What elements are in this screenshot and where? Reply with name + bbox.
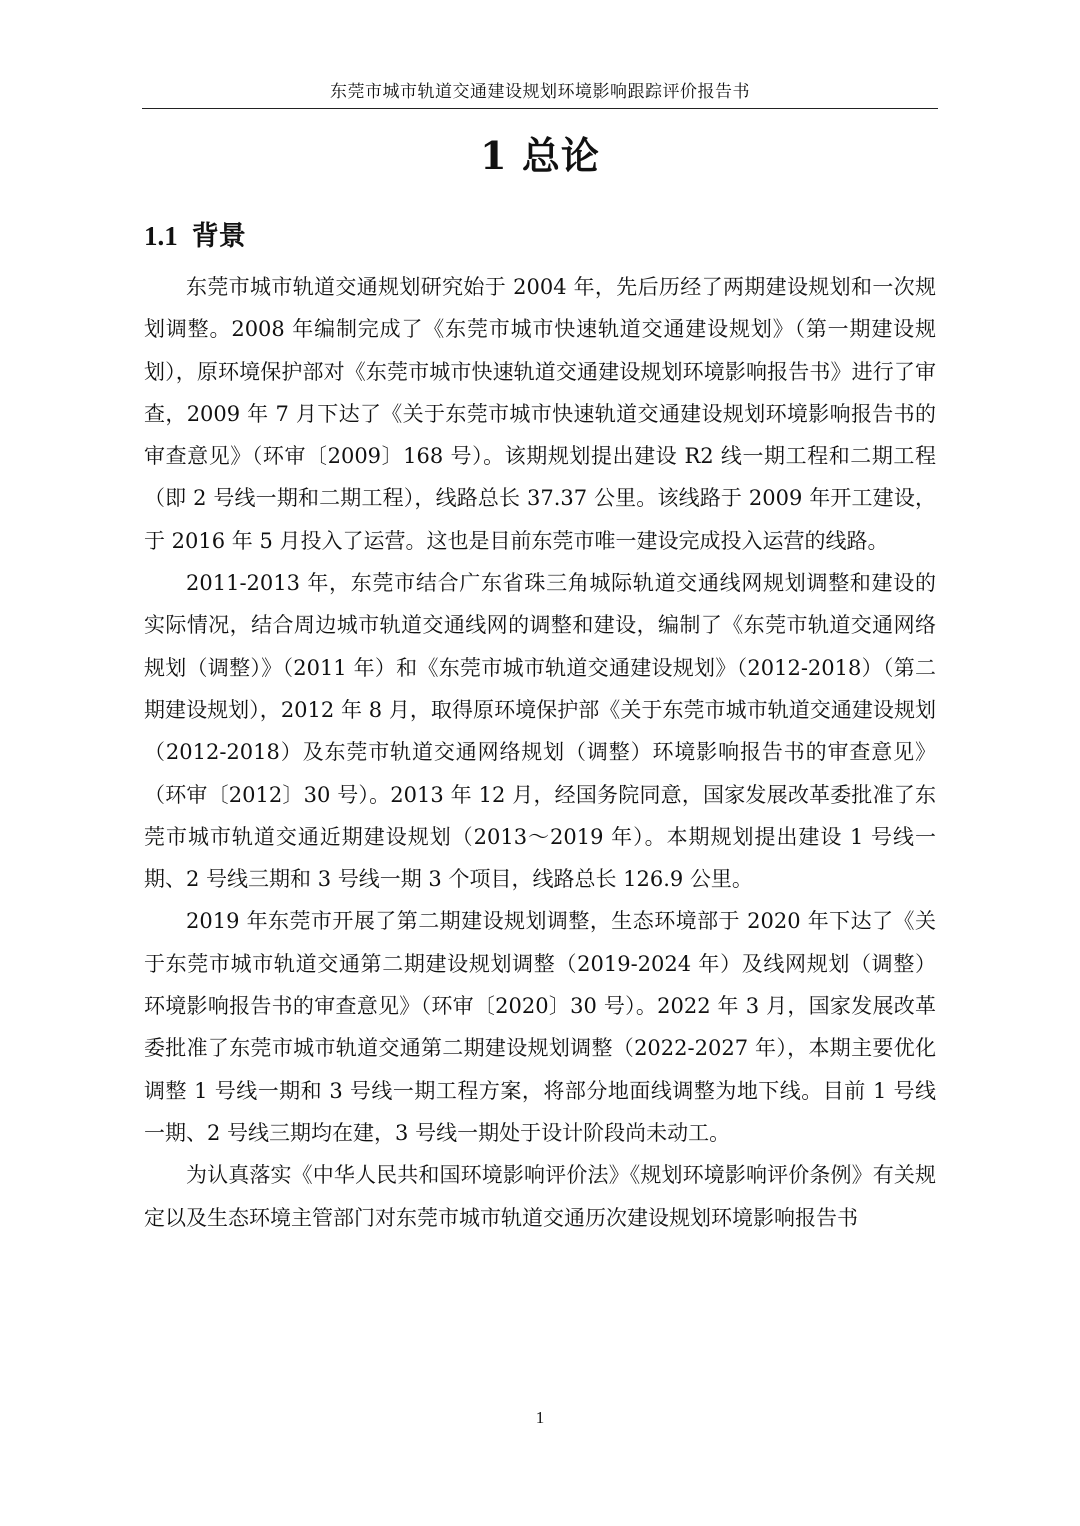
header-divider xyxy=(142,108,938,109)
paragraph: 2011-2013 年，东莞市结合广东省珠三角城际轨道交通线网规划调整和建设的实际情况，结合周边城市轨道交通线网的调整和建设，编制了《东莞市轨道交通网络规划（调整）》（2011 年）和《东莞市城市轨道交通建设规划》（2012-2018）（第二期建设规划），2012 年 8 月，取得原环境保护部《关于东莞市城市轨道交通建设规划（2012-2018）及东莞市轨道交通网络规划（调整）环境影响报告书的审查意见》（环审〔2012〕30 号）。2013 年 12 月，经国务院同意，国家发展改革委批准了东莞市城市轨道交通近期建设规划（2013～2019 年）。本期规划提出建设 1 号线一期、2 号线三期和 3 号线一期 3 个项目，线路总长 126.9 公里。 xyxy=(144,571,936,892)
section-number: 1.1 xyxy=(144,221,178,251)
section-heading xyxy=(144,214,246,259)
body-text xyxy=(144,266,936,1239)
paragraph: 2019 年东莞市开展了第二期建设规划调整，生态环境部于 2020 年下达了《关于东莞市城市轨道交通第二期建设规划调整（2019-2024 年）及线网规划（调整）环境影响报告书的审查意见》（环审〔2020〕30 号）。2022 年 3 月，国家发展改革委批准了东莞市城市轨道交通第二期建设规划调整（2022-2027 年），本期主要优化调整 1 号线一期和 3 号线一期工程方案，将部分地面线调整为地下线。目前 1 号线一期、2 号线三期均在建，3 号线一期处于设计阶段尚未动工。 xyxy=(144,909,936,1145)
paragraph: 为认真落实《中华人民共和国环境影响评价法》《规划环境影响评价条例》有关规定以及生态环境主管部门对东莞市城市轨道交通历次建设规划环境影响报告书 xyxy=(144,1163,936,1230)
chapter-title: 1 总论 xyxy=(480,133,600,178)
paragraph: 东莞市城市轨道交通规划研究始于 2004 年，先后历经了两期建设规划和一次规划调整。2008 年编制完成了《东莞市城市快速轨道交通建设规划》（第一期建设规划），原环境保护部对《东莞市城市快速轨道交通建设规划环境影响报告书》进行了审查，2009 年 7 月下达了《关于东莞市城市快速轨道交通建设规划环境影响报告书的审查意见》（环审〔2009〕168 号）。该期规划提出建设 R2 线一期工程和二期工程（即 2 号线一期和二期工程），线路总长 37.37 公里。该线路于 2009 年开工建设，于 2016 年 5 月投入了运营。这也是目前东莞市唯一建设完成投入运营的线路。 xyxy=(144,275,936,553)
page-number: 1 xyxy=(535,1408,545,1427)
running-header: 东莞市城市轨道交通建设规划环境影响跟踪评价报告书 xyxy=(330,82,750,102)
section-title: 背景 xyxy=(191,221,246,252)
